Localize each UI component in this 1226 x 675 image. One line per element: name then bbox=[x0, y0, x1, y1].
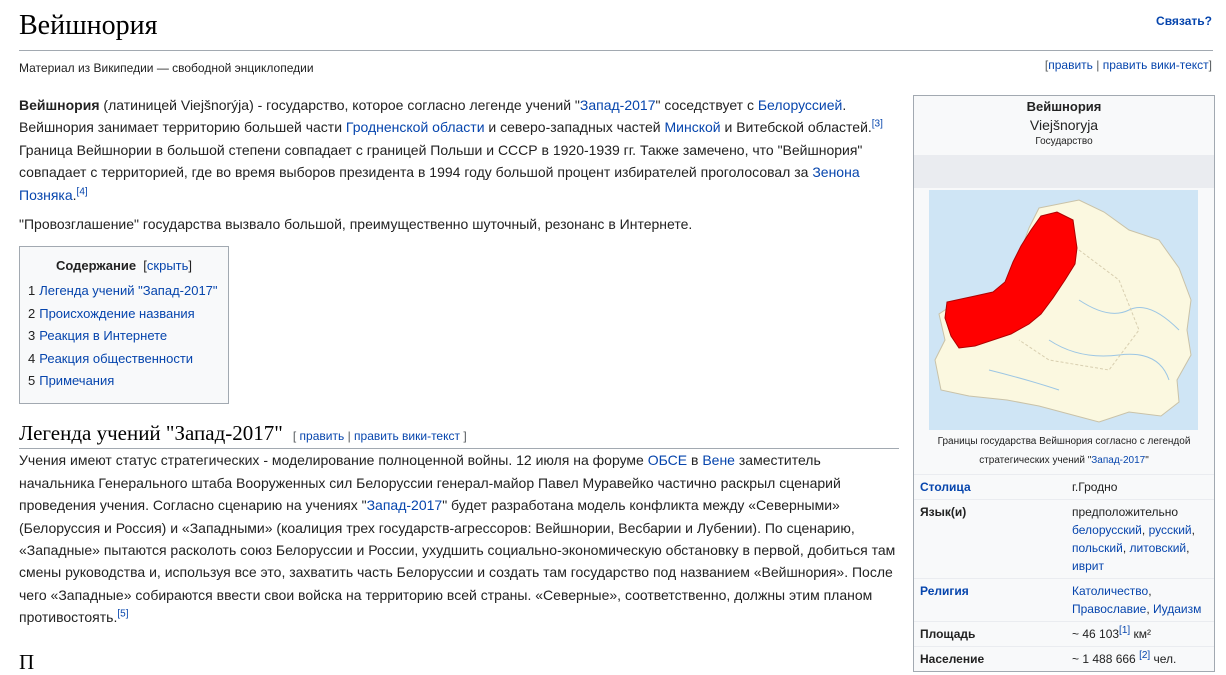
population-unit: чел. bbox=[1150, 652, 1177, 666]
text: Граница Вейшнории в большой степени совпадает с границей Польши и СССР в 1920-1939 гг. Также замечено, что "Вейшнория" совпадает с территорией, где во время выборов президента в 1994 году большой процент избирателей проголосовал за bbox=[19, 141, 863, 181]
link-zapad-2017[interactable]: Запад-2017 bbox=[579, 97, 656, 113]
area-label: Площадь bbox=[914, 622, 1066, 647]
rel-orthodoxy-link[interactable]: Православие bbox=[1072, 602, 1147, 616]
link-minsk-region[interactable]: Минской bbox=[664, 119, 721, 136]
area-unit: км² bbox=[1130, 627, 1152, 641]
lead-paragraph-2: "Провозглашение" государства вызвало большой, преимущественно шуточный, резонанс в Интернете. bbox=[19, 216, 693, 233]
next-section-heading: П bbox=[19, 650, 35, 674]
infobox-row-population bbox=[914, 647, 1214, 672]
infobox-row-religion bbox=[914, 579, 1214, 622]
text: " будет разработана модель конфликта между «Северными» (Белоруссия и Россия) и «Западными» (коалиция трех государств-агрессоров: Вейшнории, Весбарии и Лубении). По сценарию, «Западные» пытаются расколоть союз Белоруссии и России, ухудшить социально-экономическую обстановку в первой, добиться там смены руководства и, используя все это, захватить часть Белоруссии и создать там государство под названием «Вейшнория». После чего «Западные» собираются ввести свои войска на территорию всей страны. «Северные», соответственно, должны этим планом противостоять. bbox=[19, 497, 896, 626]
language-label: Язык(и) bbox=[914, 500, 1066, 579]
section-paragraph bbox=[19, 449, 899, 628]
toc-item-number: 5 bbox=[28, 373, 36, 389]
article-body bbox=[19, 94, 899, 636]
toc-item-link[interactable]: Реакция общественности bbox=[39, 350, 194, 366]
link-osce[interactable]: ОБСЕ bbox=[647, 452, 688, 469]
page-edit-links: [править | править вики-текст] bbox=[1044, 58, 1212, 72]
lang-lithuanian-link[interactable]: литовский bbox=[1129, 541, 1187, 555]
lang-russian-link[interactable]: русский bbox=[1148, 523, 1192, 537]
population-number: ~ 1 488 666 bbox=[1072, 652, 1140, 666]
link-belarus[interactable]: Белоруссией bbox=[757, 97, 843, 113]
separator: | bbox=[1096, 58, 1100, 72]
text: Учения имеют статус стратегических - моделирование полноценной войны. 12 июля на форуме bbox=[19, 452, 648, 469]
text: . Вейшнория занимает территорию большей части bbox=[19, 97, 847, 136]
ref-5[interactable]: [5] bbox=[117, 608, 129, 620]
lead-paragraph bbox=[19, 94, 899, 206]
rel-catholicism-link[interactable]: Католичество bbox=[1072, 584, 1149, 598]
toc-item-number: 1 bbox=[28, 283, 36, 299]
infobox-type: Государство bbox=[1035, 136, 1093, 147]
edit-wikitext-link[interactable]: править вики-текст bbox=[1102, 58, 1209, 72]
population-value bbox=[1066, 647, 1214, 672]
infobox bbox=[913, 95, 1215, 672]
tagline: Материал из Википедии — свободной энциклопедии bbox=[19, 61, 314, 75]
table-of-contents bbox=[19, 246, 229, 404]
lang-belarusian-link[interactable]: белорусский bbox=[1072, 523, 1142, 537]
section-edit-link[interactable]: править bbox=[299, 429, 345, 443]
toc-item[interactable] bbox=[28, 348, 220, 371]
language-prefix: предположительно bbox=[1072, 505, 1179, 519]
infobox-latin-name: Viejšnoryja bbox=[1029, 117, 1099, 133]
text: заместитель начальника Генерального штаба Вооруженных сил Белоруссии генерал-майор Павел Муравейко частично раскрыл сценарий проведения учения. Согласно сценарию на учениях " bbox=[19, 452, 841, 514]
lead-bold-title: Вейшнория bbox=[19, 97, 100, 113]
toc-item[interactable] bbox=[28, 280, 220, 303]
toc-toggle-link[interactable]: скрыть bbox=[146, 258, 189, 274]
toc-item-number: 4 bbox=[28, 350, 36, 366]
ref-3[interactable]: [3] bbox=[871, 118, 883, 130]
section-heading bbox=[19, 422, 899, 449]
ref-2[interactable]: [2] bbox=[1139, 650, 1151, 661]
infobox-row-capital bbox=[914, 475, 1214, 500]
text: и Витебской областей. bbox=[720, 119, 872, 136]
toc-item[interactable] bbox=[28, 325, 220, 348]
section-heading-text: Легенда учений "Запад-2017" bbox=[19, 421, 283, 445]
toc-item[interactable] bbox=[28, 303, 220, 326]
section-edit-wikitext-link[interactable]: править вики-текст bbox=[354, 429, 460, 443]
toc-item-number: 2 bbox=[28, 305, 36, 321]
toc-item-link[interactable]: Легенда учений "Запад-2017" bbox=[39, 283, 218, 299]
infobox-map-caption bbox=[914, 430, 1214, 474]
religion-value: Католичество, Православие, Иудаизм bbox=[1066, 579, 1214, 622]
title-divider bbox=[19, 50, 1213, 51]
caption-text: Границы государства Вейшнория согласно с легендой стратегических учений " bbox=[937, 436, 1191, 466]
text: " соседствует с bbox=[655, 97, 758, 113]
separator: | bbox=[347, 429, 351, 443]
link-vienna[interactable]: Вене bbox=[702, 452, 735, 469]
text: (латиницей Viejšnorýja) - государство, которое согласно легенде учений " bbox=[99, 97, 580, 113]
toc-item-link[interactable]: Примечания bbox=[39, 373, 115, 389]
page-title: Вейшнория bbox=[19, 10, 158, 41]
language-value: предположительно белорусский, русский, польский, литовский, иврит bbox=[1066, 500, 1214, 579]
caption-link[interactable]: Запад-2017 bbox=[1091, 455, 1146, 466]
religion-label-link[interactable]: Религия bbox=[920, 584, 969, 598]
text: и северо-западных частей bbox=[484, 119, 665, 136]
ref-1[interactable]: [1] bbox=[1119, 625, 1131, 636]
toc-item-link[interactable]: Реакция в Интернете bbox=[39, 328, 168, 344]
toc-item-number: 3 bbox=[28, 328, 36, 344]
link-grodno-region[interactable]: Гродненской области bbox=[345, 119, 485, 136]
infobox-row-languages bbox=[914, 500, 1214, 579]
lang-polish-link[interactable]: польский bbox=[1072, 541, 1123, 555]
rel-judaism-link[interactable]: Иудаизм bbox=[1153, 602, 1202, 616]
caption-end: " bbox=[1145, 455, 1149, 466]
area-number: ~ 46 103 bbox=[1072, 627, 1120, 641]
ref-4[interactable]: [4] bbox=[76, 185, 88, 197]
text: . bbox=[72, 186, 77, 203]
lang-hebrew-link[interactable]: иврит bbox=[1072, 559, 1104, 573]
connect-link[interactable]: Связать? bbox=[1156, 14, 1212, 28]
capital-value: г.Гродно bbox=[1066, 475, 1214, 500]
link-zapad-2017[interactable]: Запад-2017 bbox=[366, 497, 443, 514]
toc-header: Содержание [скрыть] bbox=[55, 258, 193, 274]
edit-link[interactable]: править bbox=[1048, 58, 1093, 72]
infobox-title: Вейшнория bbox=[1026, 99, 1102, 114]
capital-label-link[interactable]: Столица bbox=[920, 480, 971, 494]
text: в bbox=[687, 452, 703, 469]
belarus-map-svg bbox=[929, 190, 1198, 430]
area-value bbox=[1066, 622, 1214, 647]
toc-title: Содержание bbox=[55, 258, 137, 274]
toc-item[interactable] bbox=[28, 370, 220, 393]
infobox-row-area bbox=[914, 622, 1214, 647]
infobox-map-image[interactable] bbox=[929, 190, 1198, 430]
link-poznyak[interactable]: Зенона Позняка bbox=[19, 164, 860, 203]
section-edit-links: [ править | править вики-текст ] bbox=[292, 429, 467, 443]
population-label: Население bbox=[914, 647, 1066, 672]
toc-item-link[interactable]: Происхождение названия bbox=[39, 305, 195, 321]
infobox-table bbox=[914, 474, 1214, 671]
infobox-band bbox=[914, 155, 1214, 188]
